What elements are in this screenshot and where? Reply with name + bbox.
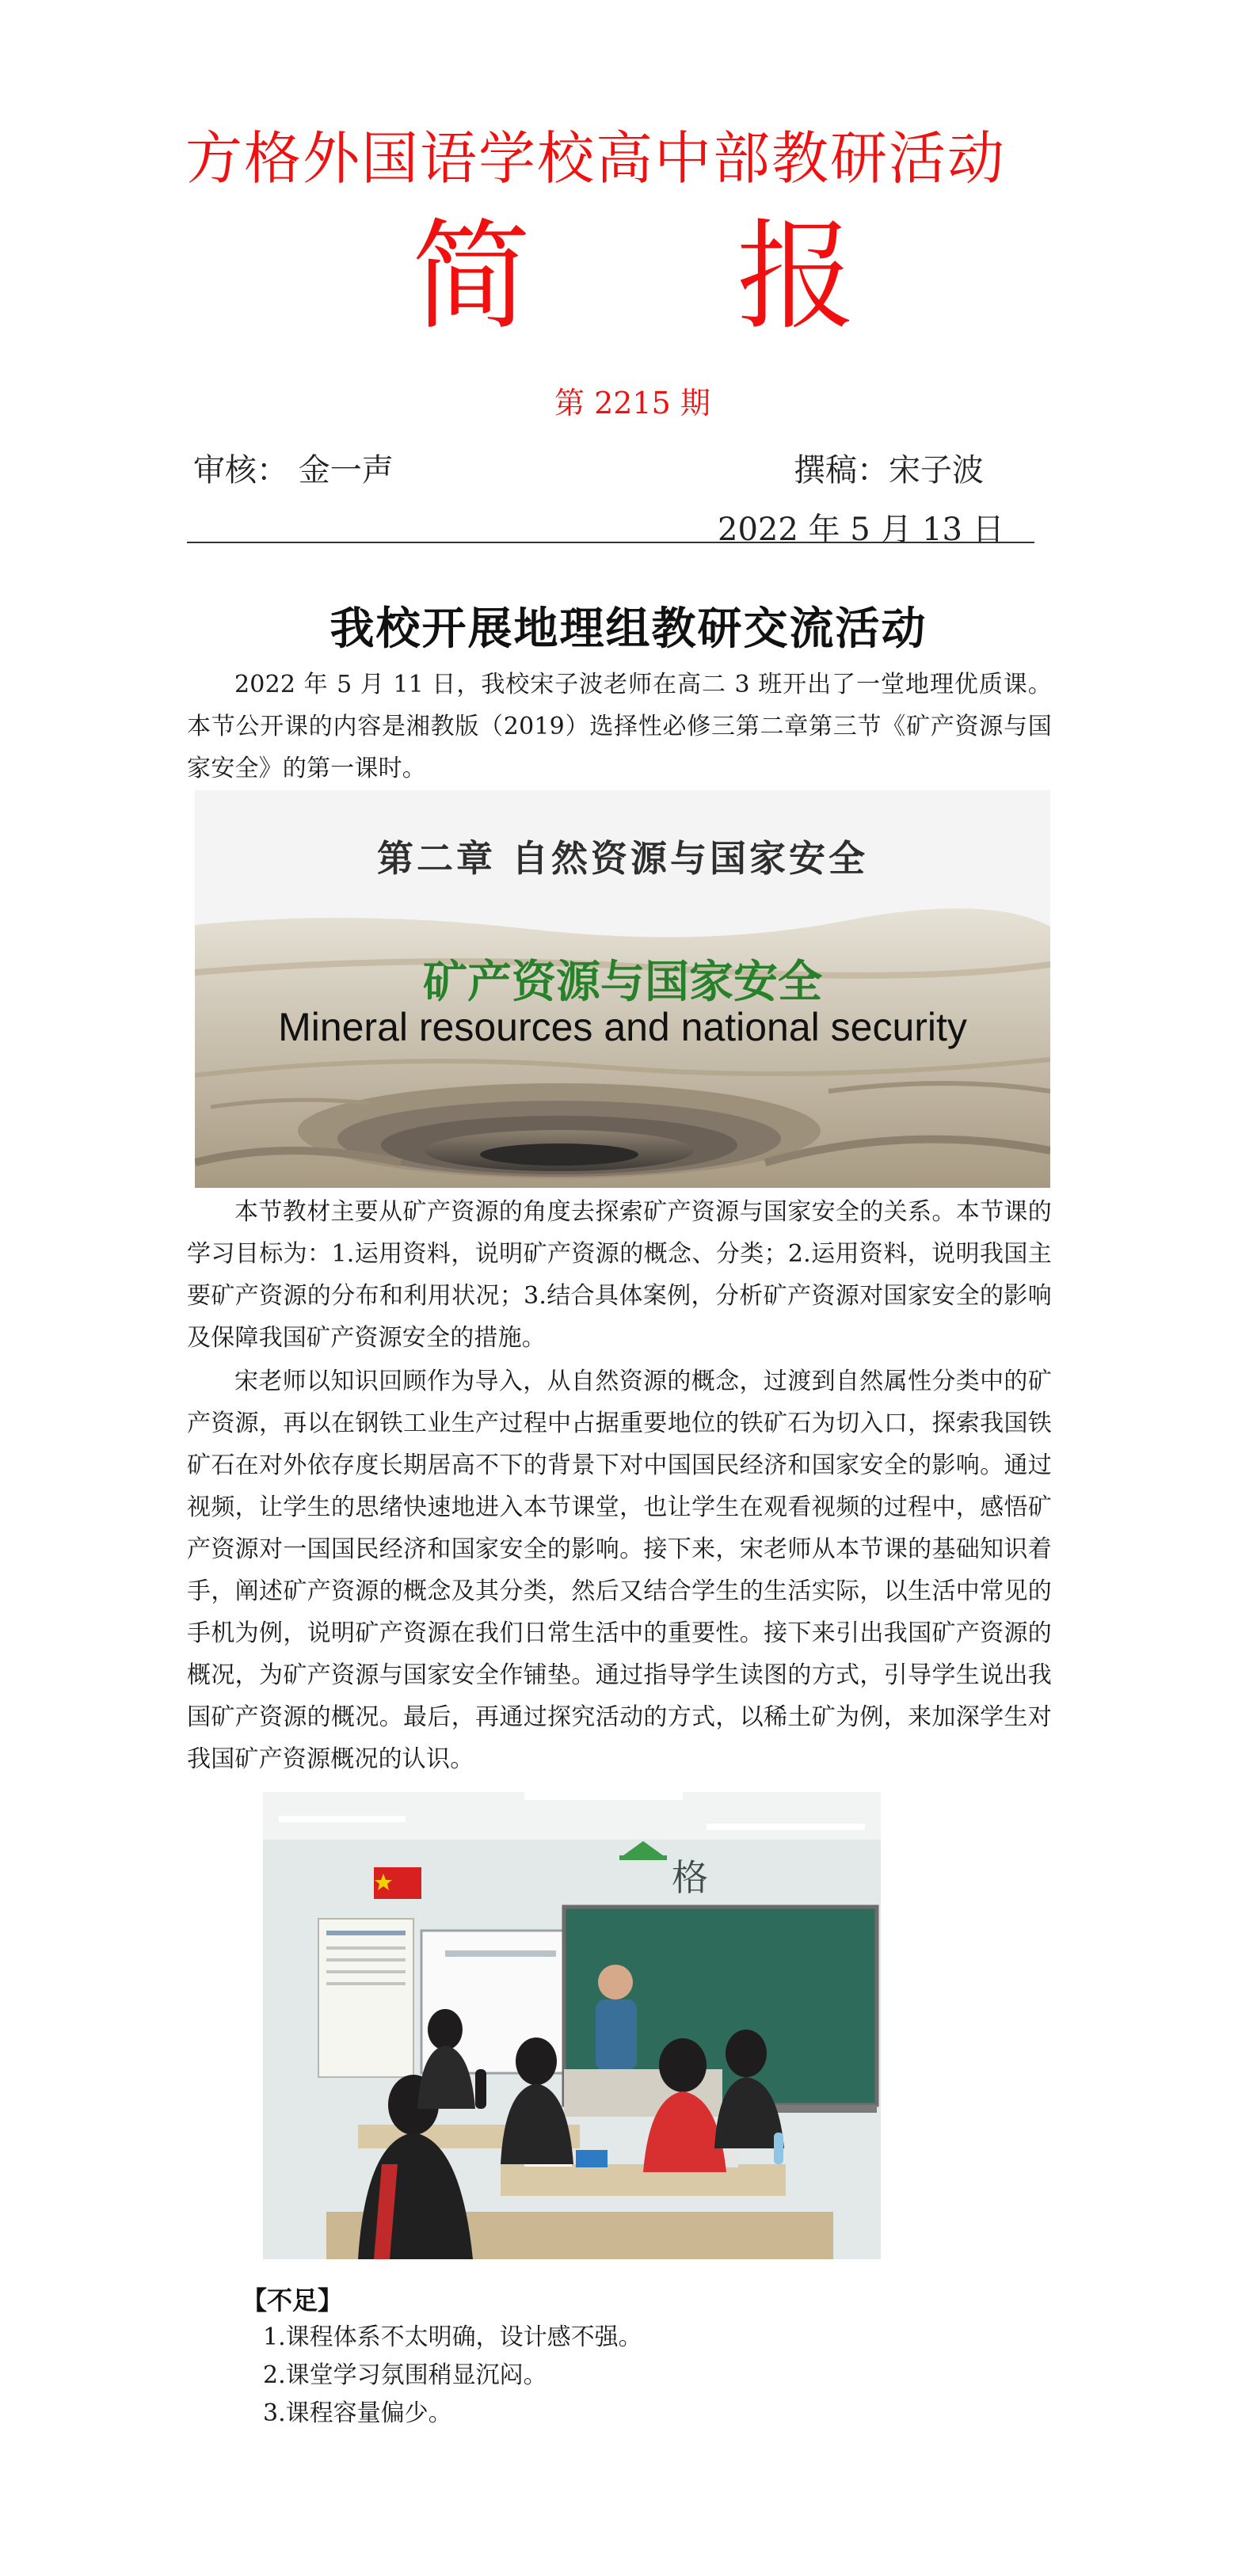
article-paragraph-1: 2022 年 5 月 11 日，我校宋子波老师在高二 3 班开出了一堂地理优质课。本节公开课的内容是湘教版（2019）选择性必修三第二章第三节《矿产资源与国家安全》的第一课时。 bbox=[187, 671, 1052, 782]
chapter-banner-image bbox=[195, 790, 1050, 1188]
doc-type-char-2: 报 bbox=[737, 208, 856, 346]
header-divider bbox=[187, 542, 1034, 543]
banner-chapter-title: 第二章 自然资源与国家安全 bbox=[376, 837, 868, 880]
shortcomings-heading: 【不足】 bbox=[242, 2285, 344, 2315]
writer: 撰稿：宋子波 bbox=[794, 452, 984, 489]
issue-number: 第 2215 期 bbox=[554, 386, 710, 420]
issue-date: 2022 年 5 月 13 日 bbox=[718, 512, 1004, 548]
list-item: 2.课堂学习氛围稍显沉闷。 bbox=[263, 2361, 547, 2389]
shortcomings-list bbox=[263, 2319, 642, 2433]
list-item: 3.课程容量偏少。 bbox=[263, 2399, 452, 2427]
banner-title-en: Mineral resources and national security bbox=[278, 1005, 967, 1049]
wall-sign-text: 格 bbox=[672, 1856, 730, 1899]
banner-title-cn: 矿产资源与国家安全 bbox=[423, 957, 822, 1008]
classroom-photo bbox=[263, 1792, 881, 2259]
article-paragraph-3: 宋老师以知识回顾作为导入，从自然资源的概念，过渡到自然属性分类中的矿产资源，再以在钢铁工业生产过程中占据重要地位的铁矿石为切入口，探索我国铁矿石在对外依存度长期居高不下的背景下对中国国民经济和国家安全的影响。通过视频，让学生的思绪快速地进入本节课堂，也让学生在观看视频的过程中，感悟矿产资源对一国国民经济和国家安全的影响。接下来，宋老师从本节课的基础知识着手，阐述矿产资源的概念及其分类，然后又结合学生的生活实际，以生活中常见的手机为例，说明矿产资源在我们日常生活中的重要性。接下来引出我国矿产资源的概况，为矿产资源与国家安全作铺垫。通过指导学生读图的方式，引导学生说出我国矿产资源的概况。最后，再通过探究活动的方式，以稀土矿为例，来加深学生对我国矿产资源概况的认识。 bbox=[187, 1368, 1052, 1773]
doc-type-title bbox=[412, 208, 856, 346]
article-title: 我校开展地理组教研交流活动 bbox=[329, 603, 928, 655]
reviewer: 审核： 金一声 bbox=[193, 452, 394, 489]
classroom-scene bbox=[263, 1792, 881, 2259]
org-title: 方格外国语学校高中部教研活动 bbox=[185, 125, 1007, 192]
doc-type-char-1: 简 bbox=[412, 208, 531, 346]
list-item: 1.课程体系不太明确，设计感不强。 bbox=[263, 2323, 642, 2351]
article-paragraph-2: 本节教材主要从矿产资源的角度去探索矿产资源与国家安全的关系。本节课的学习目标为：1.运用资料，说明矿产资源的概念、分类；2.运用资料，说明我国主要矿产资源的分布和利用状况；3.结合具体案例，分析矿产资源对国家安全的影响及保障我国矿产资源安全的措施。 bbox=[187, 1198, 1052, 1352]
